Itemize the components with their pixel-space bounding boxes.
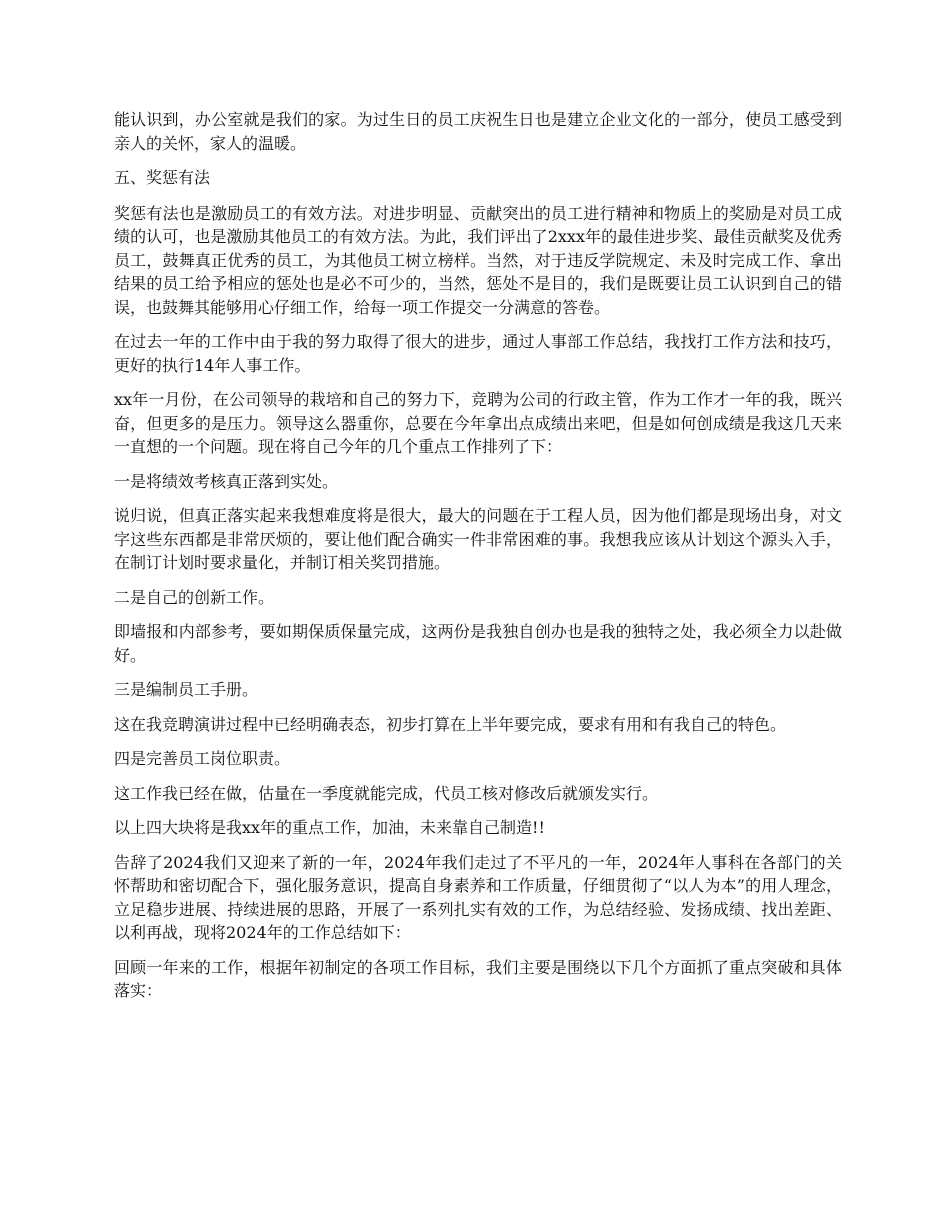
list-item-two: 二是自己的创新工作。 xyxy=(114,587,275,607)
paragraph-birthday-culture: 能认识到，办公室就是我们的家。为过生日的员工庆祝生日也是建立企业文化的一部分，使员工感受到亲人的关怀，家人的温暖。 xyxy=(114,110,842,153)
paragraph-summary-goals: 以上四大块将是我xx年的重点工作，加油，未来靠自己制造!! xyxy=(114,818,545,837)
paragraph-review-intro: 回顾一年来的工作，根据年初制定的各项工作目标，我们主要是围绕以下几个方面抓了重点突破和具体落实： xyxy=(114,957,842,1000)
paragraph-responsibilities: 这工作我已经在做，估量在一季度就能完成，代员工核对修改后就颁发实行。 xyxy=(114,783,659,803)
paragraph-performance: 说归说，但真正落实起来我想难度将是很大，最大的问题在于工程人员，因为他们都是现场出身，对文字这些东西都是非常厌烦的，要让他们配合确实一件非常困难的事。我想我应该从计划这个源头入手，在制订计划时要求量化，并制订相关奖罚措施。 xyxy=(114,506,842,572)
list-item-three: 三是编制员工手册。 xyxy=(114,680,259,699)
list-item-one: 一是将绩效考核真正落到实处。 xyxy=(114,471,339,491)
section-heading-rewards: 五、奖惩有法 xyxy=(114,168,211,187)
list-item-four: 四是完善员工岗位职责。 xyxy=(114,749,291,768)
paragraph-rewards: 奖惩有法也是激励员工的有效方法。对进步明显、贡献突出的员工进行精神和物质上的奖励是对员工成绩的认可，也是激励其他员工的有效方法。为此，我们评出了2xxx年的最佳进步奖、最佳贡献奖及优秀员工，鼓舞真正优秀的员工，为其他员工树立榜样。当然，对于违反学院规定、未及时完成工作、拿出结果的员工给予相应的惩处也是必不可少的，当然，惩处不是目的，我们是既要让员工认识到自己的错误，也鼓舞其能够用心仔细工作，给每一项工作提交一分满意的答卷。 xyxy=(114,203,842,317)
paragraph-promotion: xx年一月份，在公司领导的栽培和自己的努力下，竞聘为公司的行政主管，作为工作才一年的我，既兴奋，但更多的是压力。领导这么器重你，总要在今年拿出点成绩出来吧，但是如何创成绩是我这几天来一直想的一个问题。现在将自己今年的几个重点工作排列了下： xyxy=(114,390,842,456)
document-body xyxy=(114,108,842,1014)
paragraph-year-review: 告辞了2024我们又迎来了新的一年，2024年我们走过了不平凡的一年，2024年人事科在各部门的关怀帮助和密切配合下，强化服务意识，提高自身素养和工作质量，仔细贯彻了“以人为本”的用人理念，立足稳步进展、持续进展的思路，开展了一系列扎实有效的工作，为总结经验、发扬成绩、找出差距、以利再战，现将2024年的工作总结如下： xyxy=(114,852,842,942)
paragraph-handbook: 这在我竞聘演讲过程中已经明确表态，初步打算在上半年要完成，要求有用和有我自己的特色。 xyxy=(114,714,787,734)
paragraph-past-year: 在过去一年的工作中由于我的努力取得了很大的进步，通过人事部工作总结，我找打工作方法和技巧，更好的执行14年人事工作。 xyxy=(114,332,842,375)
paragraph-innovation: 即墙报和内部参考，要如期保质保量完成，这两份是我独自创办也是我的独特之处，我必须全力以赴做好。 xyxy=(114,622,842,665)
